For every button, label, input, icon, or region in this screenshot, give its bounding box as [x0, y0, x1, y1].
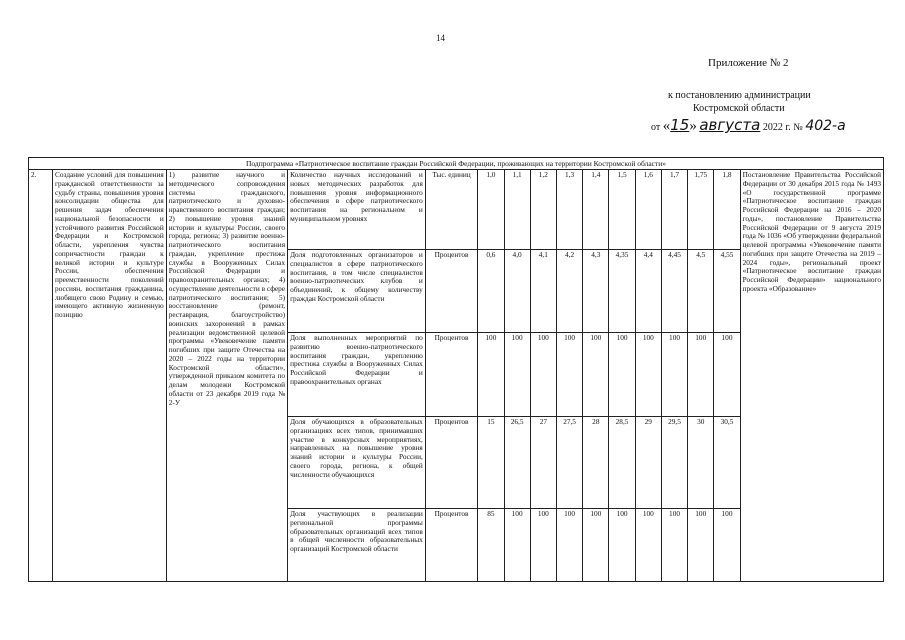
indicator-value: 1,6: [635, 170, 661, 250]
reference-date-line: [651, 116, 846, 135]
indicator-unit: Процентов: [425, 417, 477, 509]
indicator-value: 4,2: [556, 250, 582, 333]
indicator-value: 1,1: [504, 170, 530, 250]
indicator-value: 30: [688, 417, 714, 509]
indicator-value: 1,4: [583, 170, 609, 250]
indicator-unit: Процентов: [425, 333, 477, 417]
indicator-name: Количество научных исследований и новых методических разработок для повышения уровня информационного обеспечения в сфере патриотического воспитания на региональном и муниципальном уровнях: [288, 170, 426, 250]
indicator-unit: Тыс. единиц: [425, 170, 477, 250]
indicator-value: 15: [478, 417, 504, 509]
indicator-value: 100: [478, 333, 504, 417]
indicator-value: 29: [635, 417, 661, 509]
indicator-value: 100: [556, 509, 582, 582]
reference-number: 402-а: [805, 118, 846, 134]
indicator-name: Доля участвующих в реализации региональной программы образовательных организаций всех типов в общей численности образовательных организаций Костромской области: [288, 509, 426, 582]
indicator-value: 4,1: [530, 250, 556, 333]
indicator-value: 100: [661, 509, 687, 582]
indicator-value: 100: [714, 509, 740, 582]
indicator-value: 1,8: [714, 170, 740, 250]
subprogram-title: Подпрограмма «Патриотическое воспитание граждан Российской Федерации, проживающих на территории Костромской области»: [29, 158, 884, 170]
open-quote: «: [662, 118, 671, 134]
indicator-value: 4,55: [714, 250, 740, 333]
indicator-value: 1,3: [556, 170, 582, 250]
indicator-value: 4,35: [609, 250, 635, 333]
reference-day: 15: [670, 116, 690, 134]
indicator-value: 4,4: [635, 250, 661, 333]
reference-year: 2022 г. №: [762, 122, 803, 133]
indicator-value: 100: [635, 509, 661, 582]
indicator-value: 0,6: [478, 250, 504, 333]
indicator-value: 26,5: [504, 417, 530, 509]
indicator-value: 100: [609, 509, 635, 582]
indicator-value: 29,5: [661, 417, 687, 509]
indicator-name: Доля обучающихся в образовательных организациях всех типов, принимавших участие в конкурсных мероприятиях, направленных на повышение уровня знаний истории и культуры России, своего города, региона, к общей численности обучающихся: [288, 417, 426, 509]
indicator-value: 100: [609, 333, 635, 417]
appendix-label: Приложение № 2: [708, 57, 789, 69]
indicator-value: 4,3: [583, 250, 609, 333]
reference-line-2: Костромской области: [693, 103, 785, 114]
indicator-value: 4,45: [661, 250, 687, 333]
indicator-value: 100: [556, 333, 582, 417]
indicators-table: [28, 157, 884, 582]
goal-cell: Создание условий для повышения гражданской ответственности за судьбу страны, повышения уровня консолидации общества для решения задач обеспечения национальной безопасности и устойчивого развития Российской Федерации и Костромской области, укрепления чувства сопричастности граждан к великой истории и культуре России, обеспечения преемственности поколений россиян, воспитания гражданина, любящего свою Родину и семью, имеющего активную жизненную позицию: [53, 170, 167, 582]
page-number: 14: [436, 33, 445, 43]
indicator-value: 100: [688, 509, 714, 582]
indicator-name: Доля подготовленных организаторов и специалистов в сфере патриотического воспитания, в том числе специалистов военно-патриотических клубов и объединений, к общему количеству граждан Костромской области: [288, 250, 426, 333]
indicator-value: 100: [504, 509, 530, 582]
indicator-value: 1,5: [609, 170, 635, 250]
indicator-value: 27,5: [556, 417, 582, 509]
indicator-value: 1,75: [688, 170, 714, 250]
indicator-value: 100: [583, 509, 609, 582]
indicator-value: 28: [583, 417, 609, 509]
indicator-value: 85: [478, 509, 504, 582]
indicator-value: 1,0: [478, 170, 504, 250]
reference-month: августа: [699, 116, 761, 134]
indicator-value: 100: [688, 333, 714, 417]
indicator-value: 100: [530, 333, 556, 417]
indicator-value: 100: [661, 333, 687, 417]
indicator-unit: Процентов: [425, 509, 477, 582]
indicator-value: 100: [504, 333, 530, 417]
indicator-value: 100: [530, 509, 556, 582]
reference-from: от: [651, 122, 661, 133]
indicator-value: 100: [583, 333, 609, 417]
indicator-value: 30,5: [714, 417, 740, 509]
reference-line-1: к постановлению администрации: [668, 90, 811, 101]
indicator-value: 4,5: [688, 250, 714, 333]
indicator-value: 1,7: [661, 170, 687, 250]
indicator-value: 1,2: [530, 170, 556, 250]
indicator-value: 27: [530, 417, 556, 509]
close-quote: »: [689, 118, 697, 134]
indicator-value: 100: [714, 333, 740, 417]
indicator-unit: Процентов: [425, 250, 477, 333]
row-number: 2.: [29, 170, 53, 582]
indicator-value: 28,5: [609, 417, 635, 509]
basis-cell: Постановление Правительства Российской Федерации от 30 декабря 2015 года № 1493 «О государственной программе «Патриотическое воспитание граждан Российской Федерации на 2016 – 2020 годы», постановление Правительства Российской Федерации от 9 августа 2019 года № 1036 «Об утверждении федеральной целевой программы «Увековечение памяти погибших при защите Отечества на 2019 – 2024 годы», региональный проект «Патриотическое воспитание граждан Российской Федерации» национального проекта «Образование»: [740, 170, 883, 582]
indicator-value: 4,0: [504, 250, 530, 333]
indicator-value: 100: [635, 333, 661, 417]
tasks-cell: 1) развитие научного и методического сопровождения системы гражданского, патриотического и духовно-нравственного воспитания граждан; 2) повышение уровня знаний истории и культуры России, своего города, региона; 3) развитие военно-патриотического воспитания граждан, укрепление престижа службы в Вооруженных Силах Российской Федерации и правоохранительных органах; 4) осуществление деятельности в сфере патриотического воспитания; 5) восстановление (ремонт, реставрация, благоустройство) воинских захоронений в рамках реализации ведомственной целевой программы «Увековечение памяти погибших при защите Отечества на 2020 – 2022 годы на территории Костромской области», утвержденной приказом комитета по делам молодежи Костромской области от 23 декабря 2019 года № 2-У: [166, 170, 287, 582]
indicator-name: Доля выполненных мероприятий по развитию военно-патриотического воспитания граждан, укреплению престижа службы в Вооруженных Силах Российской Федерации и правоохранительных органах: [288, 333, 426, 417]
